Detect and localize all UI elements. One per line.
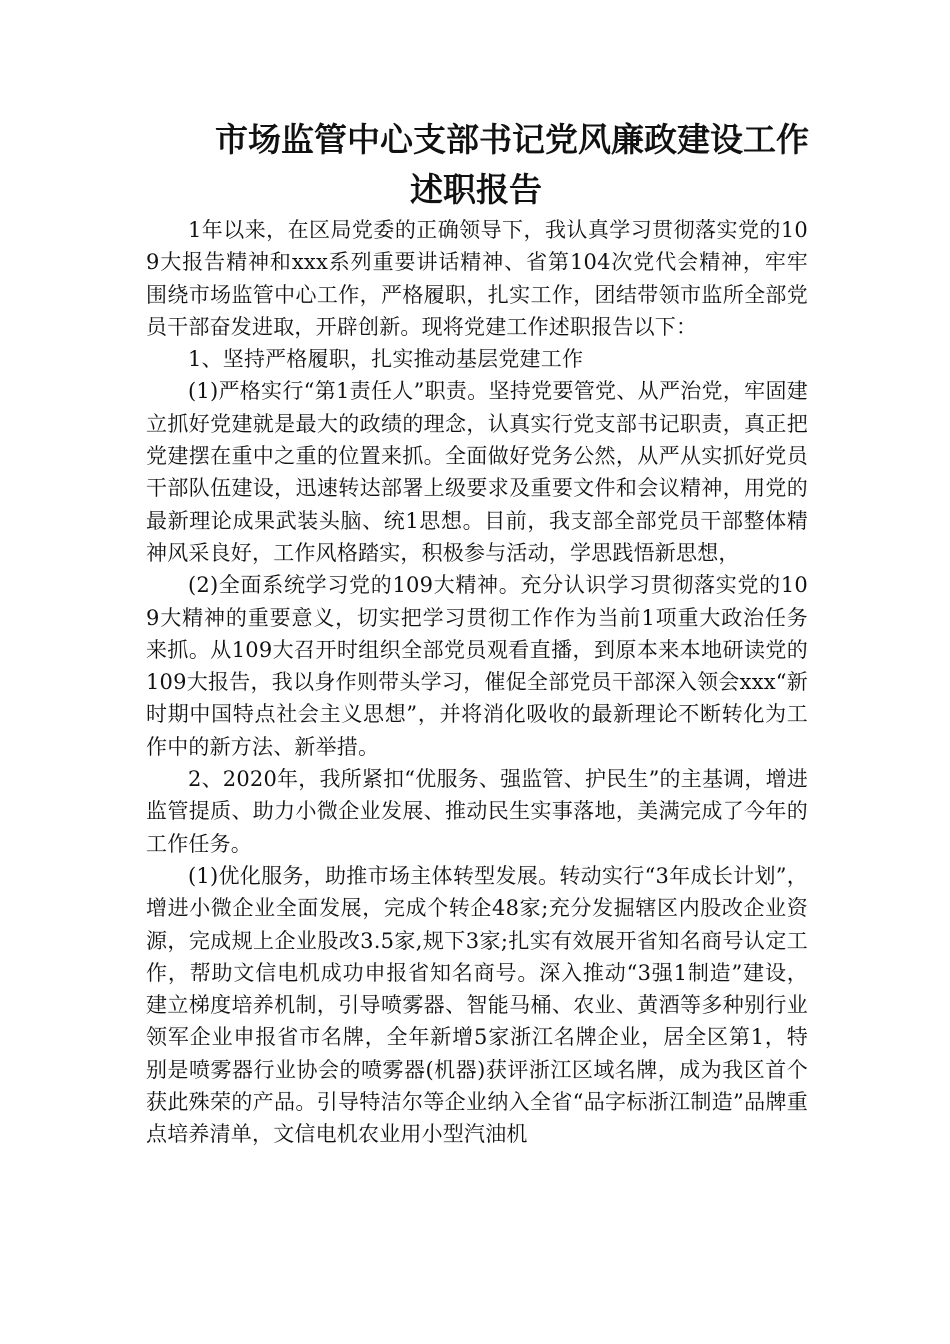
document-title-line1: 市场监管中心支部书记党风廉政建设工作 — [215, 120, 809, 159]
document-body — [146, 214, 808, 1151]
paragraph-item-2-1: (1)优化服务，助推市场主体转型发展。转动实行“3年成长计划”，增进小微企业全面发展，完成个转企48家;充分发掘辖区内股改企业资源，完成规上企业股改3.5家,规下3家;扎实有效展开省知名商号认定工作，帮助文信电机成功申报省知名商号。深入推动“3强1制造”建设，建立梯度培养机制，引导喷雾器、智能马桶、农业、黄酒等多种别行业领军企业申报省市名牌，全年新增5家浙江名牌企业，居全区第1，特别是喷雾器行业协会的喷雾器(机器)获评浙江区域名牌，成为我区首个获此殊荣的产品。引导特洁尔等企业纳入全省“品字标浙江制造”品牌重点培养清单，文信电机农业用小型汽油机 — [146, 863, 808, 1147]
paragraph-intro: 1年以来，在区局党委的正确领导下，我认真学习贯彻落实党的109大报告精神和xxx系列重要讲话精神、省第104次党代会精神，牢牢围绕市场监管中心工作，严格履职，扎实工作，团结带领市监所全部党员干部奋发进取，开辟创新。现将党建工作述职报告以下： — [146, 218, 808, 339]
paragraph-item-1-2: (2)全面系统学习党的109大精神。充分认识学习贯彻落实党的109大精神的重要意义，切实把学习贯彻工作作为当前1项重大政治任务来抓。从109大召开时组织全部党员观看直播，到原本来本地研读党的109大报告，我以身作则带头学习，催促全部党员干部深入领会xxx“新时期中国特点社会主义思想”，并将消化吸收的最新理论不断转化为工作中的新方法、新举措。 — [146, 573, 808, 759]
paragraph-item-1-1: (1)严格实行“第1责任人”职责。坚持党要管党、从严治党，牢固建立抓好党建就是最大的政绩的理念，认真实行党支部书记职责，真正把党建摆在重中之重的位置来抓。全面做好党务公然，从严从实抓好党员干部队伍建设，迅速转达部署上级要求及重要文件和会议精神，用党的最新理论成果武装头脑、统1思想。目前，我支部全部党员干部整体精神风采良好，工作风格踏实，积极参与活动，学思践悟新思想， — [146, 379, 808, 565]
paragraph-section-1-heading: 1、坚持严格履职，扎实推动基层党建工作 — [188, 347, 584, 372]
document-title-line2: 述职报告 — [410, 170, 542, 209]
paragraph-section-2: 2、2020年，我所紧扣“优服务、强监管、护民生”的主基调，增进监管提质、助力小微企业发展、推动民生实事落地，美满完成了今年的工作任务。 — [146, 767, 808, 856]
